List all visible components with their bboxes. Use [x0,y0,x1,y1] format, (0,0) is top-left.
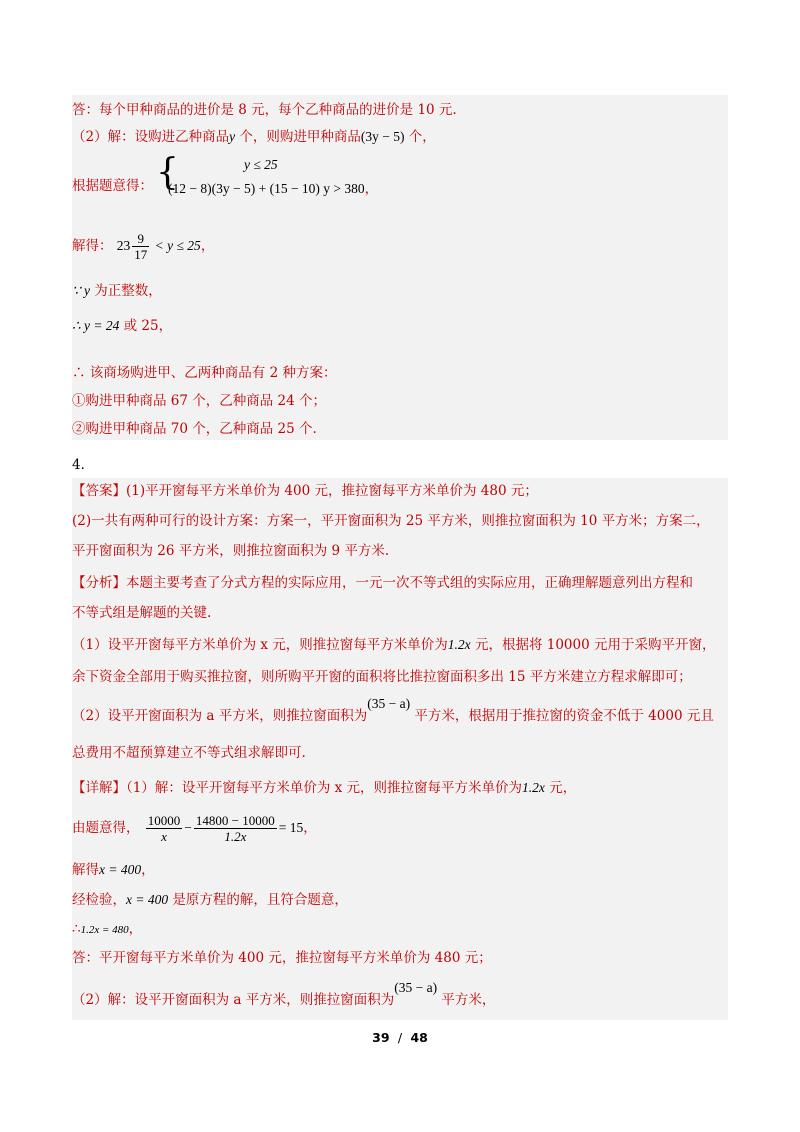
solution-label-genju: 根据题意得： [72,178,153,194]
system-brace: { [156,152,179,193]
solution-line-8: ①购进甲种商品 67 个，乙种商品 24 个； [72,393,327,409]
answer-line-1: 答：每个甲种商品的进价是 8 元，每个乙种商品的进价是 10 元. [72,102,457,118]
detail-line-2: 由题意得， $\frac{10000}{x}$ − $\frac{14800 - 10000}{1.2x}$ = 15， [72,813,317,844]
analysis-line-3: （1）设平开窗每平方米单价为 x 元，则推拉窗每平方米单价为1.2x 元，根据将 10000 元用于采购平开窗， [72,637,716,653]
answer-line-3: 平开窗面积为 26 平方米，则推拉窗面积为 9 平方米. [72,543,390,559]
detail-line-3: 解得x = 400， [72,862,155,878]
solution-block-1 [72,95,728,440]
fraction-difference: $\frac{14800 - 10000}{1.2x}$ [195,813,275,844]
analysis-line-4: 余下资金全部用于购买推拉窗，则所购平开窗的面积将比推拉窗面积多出 15 平方米建立方程求解即可； [72,669,692,685]
solution-line-5: ∵ y 为正整数， [72,283,162,299]
analysis-line-5: （2）设平开窗面积为 a 平方米，则推拉窗面积为(35 − a) 平方米，根据用于推拉窗的资金不低于 4000 元且 [72,696,714,724]
solution-line-9: ②购进甲种商品 70 个，乙种商品 25 个. [72,421,317,437]
solution-line-7: ∴ 该商场购进甲、乙两种商品有 2 种方案： [72,365,337,381]
detail-line-7: （2）解：设平开窗面积为 a 平方米，则推拉窗面积为(35 − a) 平方米， [72,980,496,1008]
mixed-fraction: $\frac{9}{17}$ [134,231,148,262]
answer-line-2: (2)一共有两种可行的设计方案：方案一，平开窗面积为 25 平方米，则推拉窗面积为 10 平方米；方案二， [72,513,710,529]
detail-line-1: 【详解】（1）解：设平开窗每平方米单价为 x 元，则推拉窗每平方米单价为1.2x 元， [72,780,577,796]
page-number: 39 / 48 [372,1030,428,1045]
fraction-10000-over-x: $\frac{10000}{x}$ [147,813,181,844]
analysis-line-1: 【分析】本题主要考查了分式方程的实际应用，一元一次不等式组的实际应用，正确理解题意列出方程和 [72,575,693,591]
solution-line-4: 解得： 23 $\frac{9}{17}$ < y ≤ 25， [72,231,215,262]
detail-line-4: 经检验，x = 400 是原方程的解，且符合题意， [72,892,348,908]
system-line-2: (12 − 8)(3y − 5) + (15 − 10) y > 380， [168,181,379,197]
analysis-line-6: 总费用不超预算建立不等式组求解即可. [72,745,306,761]
detail-line-5: ∴1.2x = 480， [72,921,143,937]
answer-line-1: 【答案】(1)平开窗每平方米单价为 400 元，推拉窗每平方米单价为 480 元； [72,483,538,499]
solution-line-6: ∴ y = 24 或 25， [72,318,173,334]
solution-block-2 [72,478,728,1020]
analysis-line-2: 不等式组是解题的关键. [72,605,212,621]
system-line-1: y ≤ 25 [244,157,278,172]
detail-line-6: 答：平开窗每平方米单价为 400 元，推拉窗每平方米单价为 480 元； [72,950,492,966]
solution-line-2: （2）解：设购进乙种商品y 个，则购进甲种商品(3y − 5) 个， [72,129,436,145]
question-number: 4． [72,457,95,473]
